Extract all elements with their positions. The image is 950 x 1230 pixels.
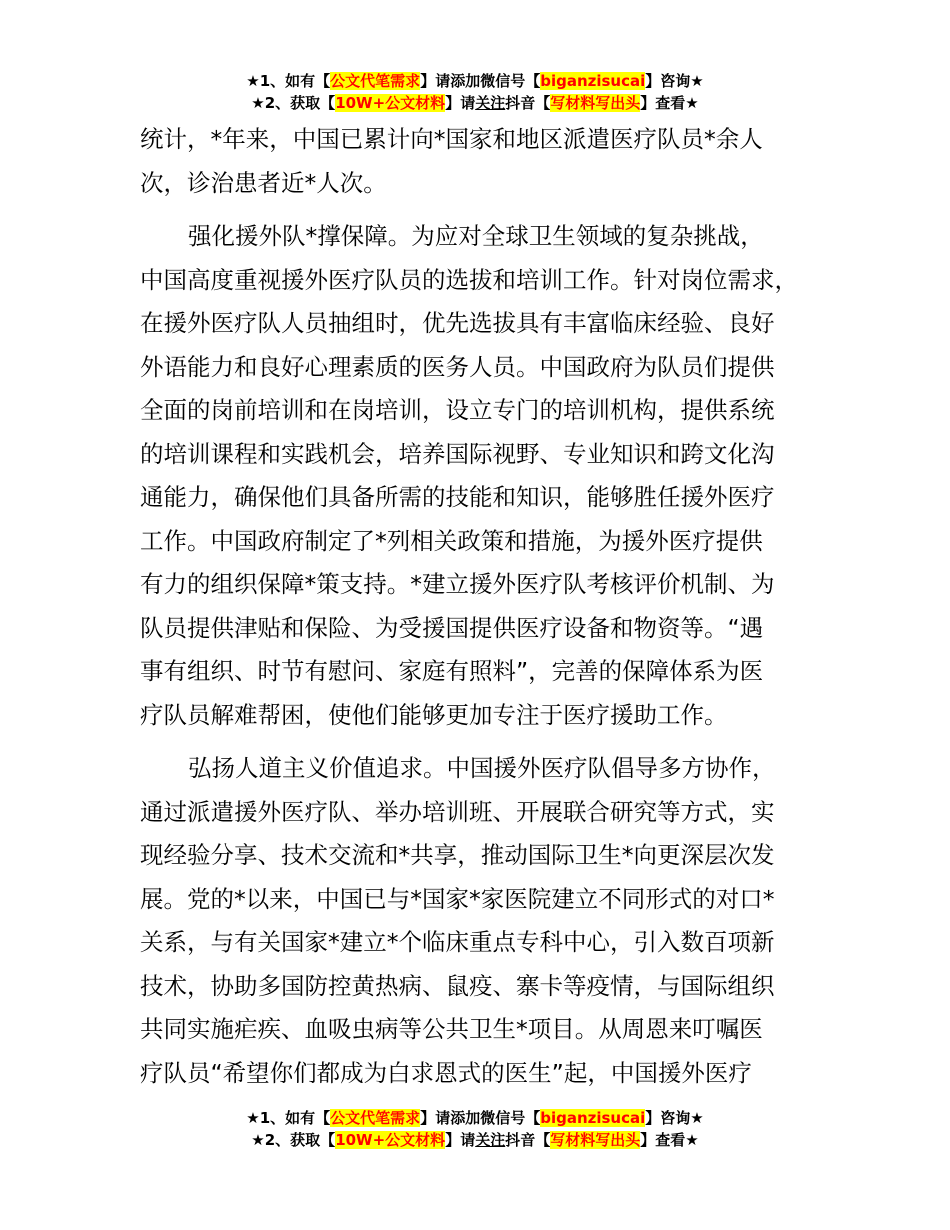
text-line: 通过派遣援外医疗队、举办培训班、开展联合研究等方式，实 [140,797,775,826]
text-line: 展。党的*以来，中国已与*国家*家医院建立不同形式的对口* [140,884,775,913]
text-line: 外语能力和良好心理素质的医务人员。中国政府为队员们提供 [140,352,775,381]
header-banner [0,70,950,114]
banner-line-1 [0,70,950,92]
footer-banner [0,1107,950,1151]
highlight-wechat-id: biganzisucai [540,72,646,90]
paragraph-1 [140,118,840,205]
banner-text: ★2、获取【 [251,94,336,112]
text-line: 次，诊治患者近*人次。 [140,168,387,197]
text-line: 队员提供津贴和保险、为受援国提供医疗设备和物资等。“遇 [140,613,764,642]
text-line: 在援外医疗队人员抽组时，优先选拔具有丰富临床经验、良好 [140,309,775,337]
banner-text: 】咨询★ [645,1109,704,1127]
underlined-follow: 关注 [475,1131,506,1149]
text-line: 统计，*年来，中国已累计向*国家和地区派遣医疗队员*余人 [140,125,763,153]
highlight-materials: 10W+公文材料 [335,94,446,112]
highlight-service: 公文代笔需求 [330,72,421,90]
paragraph-3 [140,747,840,1095]
banner-text: 】咨询★ [645,72,704,90]
highlight-account: 写材料写出头 [550,1131,641,1149]
text-line: 现经验分享、技术交流和*共享，推动国际卫生*向更深层次发 [140,841,775,869]
banner-line-1 [0,1107,950,1129]
banner-text: 】请 [445,1131,476,1149]
text-line: 的培训课程和实践机会，培养国际视野、专业知识和跨文化沟 [140,439,775,468]
banner-text: ★1、如有【 [246,72,331,90]
banner-line-2 [0,1129,950,1151]
banner-text: 抖音【 [505,94,551,112]
text-line: 中国高度重视援外医疗队员的选拔和培训工作。针对岗位需求， [140,265,798,294]
text-line: 疗队员“希望你们都成为白求恩式的医生”起，中国援外医疗 [140,1058,752,1087]
banner-line-2 [0,92,950,114]
highlight-account: 写材料写出头 [550,94,641,112]
banner-text: 】请 [445,94,476,112]
document-body [140,118,840,1095]
banner-text: 】请添加微信号【 [420,1109,541,1127]
text-line: 疗队员解难帮困，使他们能够更加专注于医疗援助工作。 [140,700,728,729]
banner-text: 】查看★ [640,1131,699,1149]
text-line: 事有组织、时节有慰问、家庭有照料”，完善的保障体系为医 [140,657,764,685]
banner-text: 抖音【 [505,1131,551,1149]
text-line: 关系，与有关国家*建立*个临床重点专科中心，引入数百项新 [140,928,775,956]
highlight-service: 公文代笔需求 [330,1109,421,1127]
text-line: 技术，协助多国防控黄热病、鼠疫、寨卡等疫情，与国际组织 [140,971,775,1000]
underlined-follow: 关注 [475,94,506,112]
banner-text: ★2、获取【 [251,1131,336,1149]
text-line: 强化援外队*撑保障。为应对全球卫生领域的复杂挑战， [188,222,764,250]
highlight-wechat-id: biganzisucai [540,1109,646,1127]
banner-text: ★1、如有【 [246,1109,331,1127]
banner-text: 】查看★ [640,94,699,112]
text-line: 全面的岗前培训和在岗培训，设立专门的培训机构，提供系统 [140,396,775,424]
text-line: 有力的组织保障*策支持。*建立援外医疗队考核评价机制、为 [140,570,775,598]
text-line: 工作。中国政府制定了*列相关政策和措施，为援外医疗提供 [140,526,763,555]
banner-text: 】请添加微信号【 [420,72,541,90]
highlight-materials: 10W+公文材料 [335,1131,446,1149]
text-line: 共同实施疟疾、血吸虫病等公共卫生*项目。从周恩来叮嘱医 [140,1015,763,1043]
text-line: 弘扬人道主义价值追求。中国援外医疗队倡导多方协作， [188,754,776,782]
text-line: 通能力，确保他们具备所需的技能和知识，能够胜任援外医疗 [140,483,775,511]
paragraph-2 [140,215,840,737]
